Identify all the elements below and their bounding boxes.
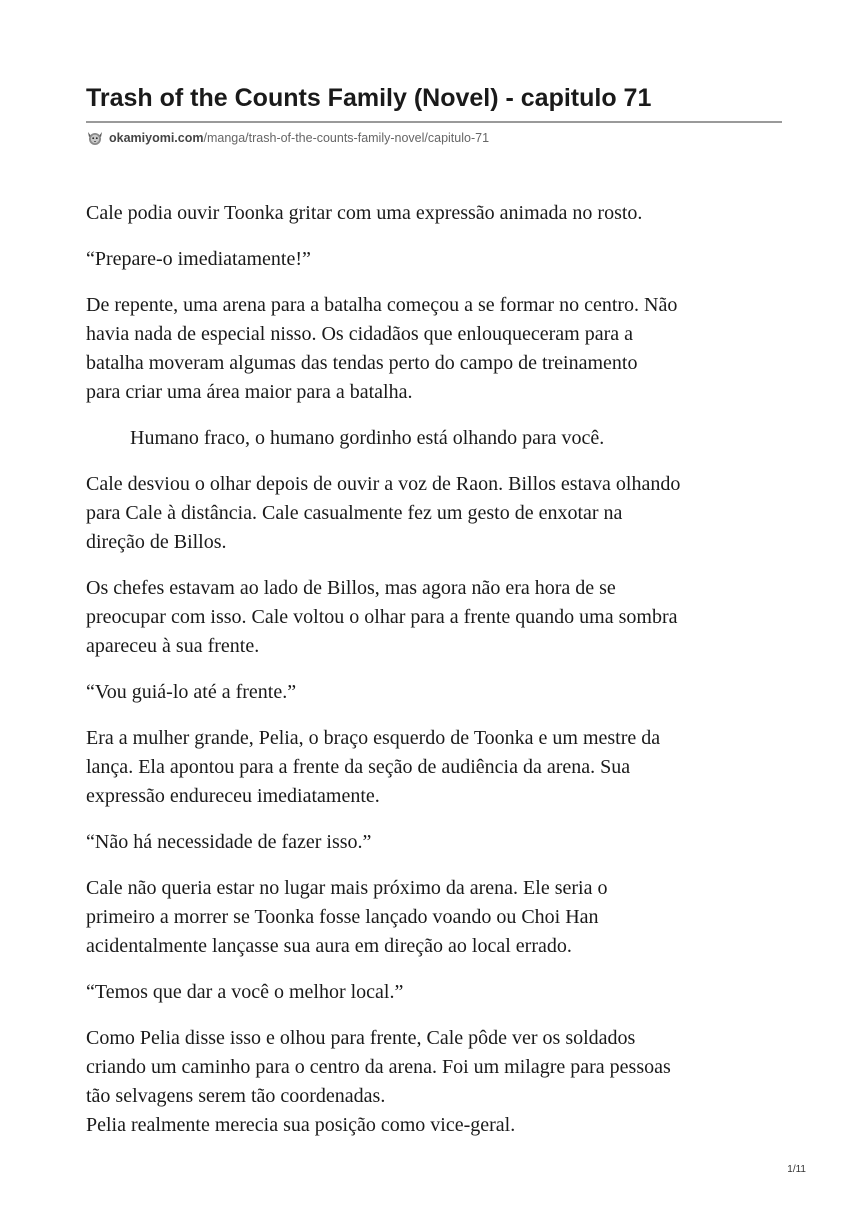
- source-path[interactable]: /manga/trash-of-the-counts-family-novel/capitulo-71: [203, 131, 490, 145]
- text-line: Pelia realmente merecia sua posição como vice-geral.: [86, 1114, 516, 1136]
- text-line: De repente, uma arena para a batalha começou a se formar no centro. Não: [86, 294, 678, 316]
- text-line: apareceu à sua frente.: [86, 635, 260, 657]
- text-line: Cale não queria estar no lugar mais próximo da arena. Ele seria o: [86, 877, 608, 899]
- text-line: batalha moveram algumas das tendas perto do campo de treinamento: [86, 352, 638, 374]
- paragraph: [86, 245, 786, 274]
- title-divider: [86, 121, 782, 123]
- paragraph: [86, 1024, 786, 1140]
- text-line: “Temos que dar a você o melhor local.”: [86, 981, 404, 1003]
- text-line: “Vou guiá-lo até a frente.”: [86, 681, 297, 703]
- text-line: para criar uma área maior para a batalha.: [86, 381, 413, 403]
- text-line: Era a mulher grande, Pelia, o braço esquerdo de Toonka e um mestre da: [86, 727, 661, 749]
- text-line: lança. Ela apontou para a frente da seção de audiência da arena. Sua: [86, 756, 631, 778]
- paragraph: [86, 828, 786, 857]
- text-line: criando um caminho para o centro da arena. Foi um milagre para pessoas: [86, 1056, 671, 1078]
- text-line: expressão endureceu imediatamente.: [86, 785, 380, 807]
- text-line: Humano fraco, o humano gordinho está olhando para você.: [130, 427, 605, 449]
- paragraph: [86, 291, 786, 407]
- paragraph: [86, 574, 786, 661]
- text-line: Como Pelia disse isso e olhou para frente, Cale pôde ver os soldados: [86, 1027, 636, 1049]
- wolf-logo-icon: [86, 129, 104, 147]
- source-link[interactable]: [86, 128, 489, 148]
- paragraph: [86, 199, 786, 228]
- text-line: primeiro a morrer se Toonka fosse lançado voando ou Choi Han: [86, 906, 599, 928]
- text-line: Cale desviou o olhar depois de ouvir a voz de Raon. Billos estava olhando: [86, 473, 681, 495]
- telepathy-paragraph: [86, 424, 786, 453]
- article-body: [86, 199, 786, 1157]
- text-line: para Cale à distância. Cale casualmente fez um gesto de enxotar na: [86, 502, 623, 524]
- text-line: “Prepare-o imediatamente!”: [86, 248, 311, 270]
- paragraph: [86, 678, 786, 707]
- text-line: havia nada de especial nisso. Os cidadãos que enlouqueceram para a: [86, 323, 633, 345]
- paragraph: [86, 724, 786, 811]
- paragraph: [86, 470, 786, 557]
- document-title: Trash of the Counts Family (Novel) - capitulo 71: [86, 84, 652, 112]
- text-line: acidentalmente lançasse sua aura em direção ao local errado.: [86, 935, 572, 957]
- text-line: direção de Billos.: [86, 531, 227, 553]
- text-line: Cale podia ouvir Toonka gritar com uma expressão animada no rosto.: [86, 202, 643, 224]
- page-number: 1/11: [787, 1164, 806, 1175]
- text-line: tão selvagens serem tão coordenadas.: [86, 1085, 386, 1107]
- text-line: preocupar com isso. Cale voltou o olhar para a frente quando uma sombra: [86, 606, 678, 628]
- text-line: “Não há necessidade de fazer isso.”: [86, 831, 372, 853]
- source-domain[interactable]: okamiyomi.com: [109, 131, 204, 145]
- text-line: Os chefes estavam ao lado de Billos, mas agora não era hora de se: [86, 577, 616, 599]
- paragraph: [86, 978, 786, 1007]
- paragraph: [86, 874, 786, 961]
